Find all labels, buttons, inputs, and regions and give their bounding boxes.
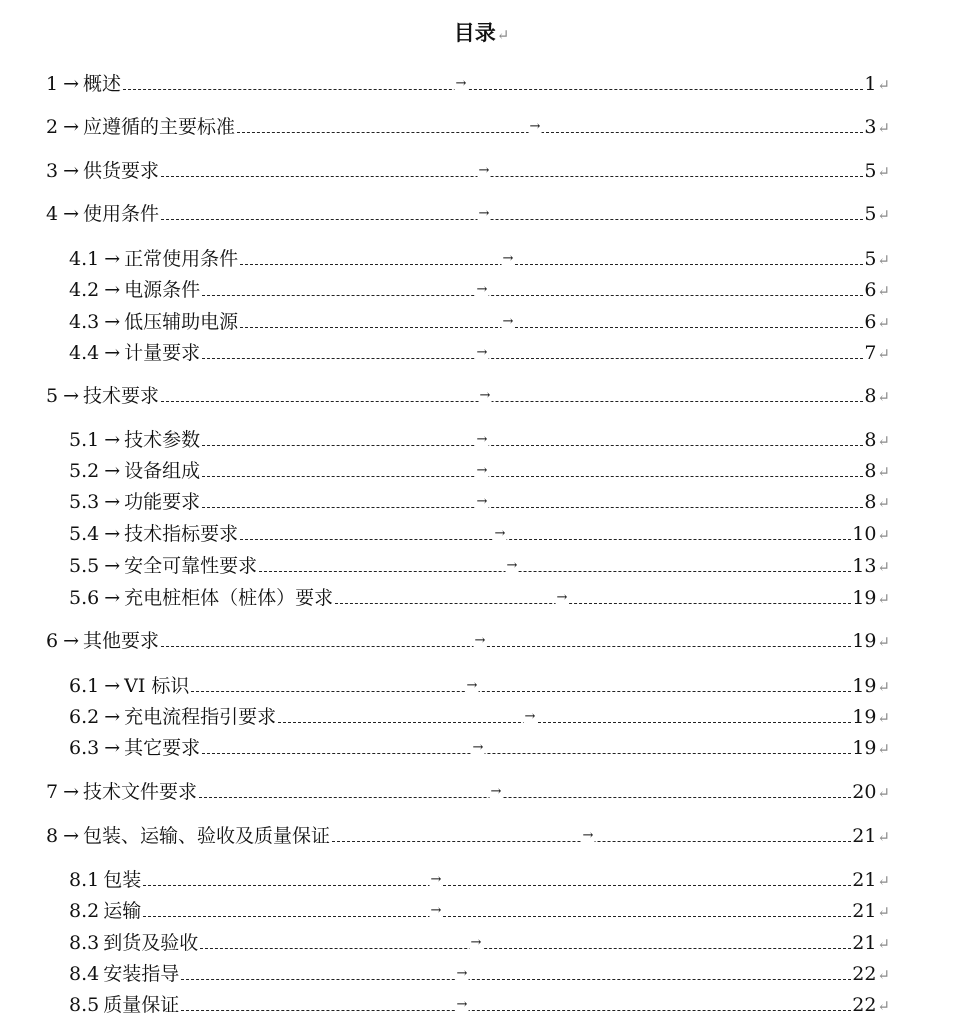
tab-arrow-icon: → <box>478 157 491 185</box>
toc-entry-label: 包装 <box>103 869 142 891</box>
dot-leader <box>143 866 851 894</box>
dot-leader <box>202 276 863 304</box>
toc-entry-page: 22 <box>852 994 877 1016</box>
paragraph-mark-icon: ↵ <box>877 282 890 300</box>
tab-arrow-icon: → <box>476 276 489 304</box>
dot-leader <box>181 991 851 1019</box>
toc-entry[interactable] <box>69 866 890 894</box>
tab-arrow-icon: → <box>104 555 121 577</box>
toc-entry-page: 1 <box>864 73 877 95</box>
toc-entry-label: 供货要求 <box>83 160 160 182</box>
toc-entry[interactable] <box>69 457 890 485</box>
toc-entry-page: 19 <box>852 706 877 728</box>
paragraph-mark-icon: ↵ <box>877 163 890 181</box>
tab-arrow-icon: → <box>466 672 479 700</box>
tab-arrow-icon: → <box>430 897 443 925</box>
tab-arrow-icon: → <box>104 706 121 728</box>
dot-leader <box>202 488 863 516</box>
toc-entry-label: 技术指标要求 <box>124 523 239 545</box>
toc-entry[interactable] <box>69 991 890 1019</box>
toc-entry-label: 应遵循的主要标准 <box>83 116 236 138</box>
paragraph-mark-icon: ↵ <box>877 709 890 727</box>
toc-entry[interactable] <box>69 552 890 580</box>
tab-arrow-icon: → <box>524 703 537 731</box>
toc-entry-page: 21 <box>852 900 877 922</box>
paragraph-mark-icon: ↵ <box>877 345 890 363</box>
toc-entry-page: 21 <box>852 825 877 847</box>
toc-entry-number: 7 <box>46 781 59 803</box>
paragraph-mark-icon: ↵ <box>877 432 890 450</box>
tab-arrow-icon: → <box>104 279 121 301</box>
toc-entry[interactable] <box>69 734 890 762</box>
paragraph-mark-icon: ↵ <box>877 828 890 846</box>
toc-entry-label: 技术文件要求 <box>83 781 198 803</box>
toc-entry-number: 6.1 <box>69 675 100 697</box>
tab-arrow-icon: → <box>502 308 515 336</box>
tab-arrow-icon: → <box>104 523 121 545</box>
dot-leader <box>191 672 851 700</box>
tab-arrow-icon: → <box>479 382 492 410</box>
toc-entry-number: 8.1 <box>69 869 100 891</box>
paragraph-mark-icon: ↵ <box>877 740 890 758</box>
toc-entry-page: 19 <box>852 737 877 759</box>
dot-leader <box>123 70 863 98</box>
tab-arrow-icon: → <box>63 203 80 225</box>
dot-leader <box>332 822 851 850</box>
toc-entry-label: 技术要求 <box>83 385 160 407</box>
toc-entry[interactable] <box>69 897 890 925</box>
toc-entry[interactable] <box>46 627 890 655</box>
toc-entry-number: 1 <box>46 73 59 95</box>
tab-arrow-icon: → <box>104 675 121 697</box>
toc-entry-label: 使用条件 <box>83 203 160 225</box>
toc-entry-label: VI 标识 <box>124 675 190 697</box>
paragraph-mark-icon: ↵ <box>496 26 510 44</box>
toc-entry-number: 5.1 <box>69 429 100 451</box>
toc-entry[interactable] <box>46 778 890 806</box>
toc-entry[interactable] <box>46 382 890 410</box>
toc-entry[interactable] <box>69 276 890 304</box>
toc-entry-page: 5 <box>864 160 877 182</box>
toc-entry-number: 5.5 <box>69 555 100 577</box>
tab-arrow-icon: → <box>582 822 595 850</box>
toc-entry-page: 19 <box>852 630 877 652</box>
toc-entry-label: 计量要求 <box>124 342 201 364</box>
toc-entry-number: 3 <box>46 160 59 182</box>
toc-entry-number: 4.3 <box>69 311 100 333</box>
toc-entry-label: 功能要求 <box>124 491 201 513</box>
paragraph-mark-icon: ↵ <box>877 633 890 651</box>
toc-entry-page: 8 <box>864 385 877 407</box>
toc-entry-label: 其他要求 <box>83 630 160 652</box>
toc-entry-label: 其它要求 <box>124 737 201 759</box>
toc-entry-label: 技术参数 <box>124 429 201 451</box>
paragraph-mark-icon: ↵ <box>877 76 890 94</box>
paragraph-mark-icon: ↵ <box>877 935 890 953</box>
toc-entry-label: 充电流程指引要求 <box>124 706 277 728</box>
toc-entry-number: 8.4 <box>69 963 100 985</box>
tab-arrow-icon: → <box>494 520 507 548</box>
toc-entry-page: 10 <box>852 523 877 545</box>
toc-entry-number: 5.4 <box>69 523 100 545</box>
tab-arrow-icon: → <box>430 866 443 894</box>
tab-arrow-icon: → <box>63 630 80 652</box>
toc-entry-label: 质量保证 <box>103 994 180 1016</box>
tab-arrow-icon: → <box>104 737 121 759</box>
tab-arrow-icon: → <box>456 991 469 1019</box>
paragraph-mark-icon: ↵ <box>877 526 890 544</box>
tab-arrow-icon: → <box>63 385 80 407</box>
toc-entry-page: 21 <box>852 932 877 954</box>
tab-arrow-icon: → <box>104 248 121 270</box>
dot-leader <box>259 552 851 580</box>
tab-arrow-icon: → <box>490 778 503 806</box>
toc-entry-number: 6.3 <box>69 737 100 759</box>
paragraph-mark-icon: ↵ <box>877 314 890 332</box>
toc-entry-page: 7 <box>864 342 877 364</box>
toc-entry-label: 设备组成 <box>124 460 201 482</box>
toc-entry-label: 运输 <box>103 900 142 922</box>
paragraph-mark-icon: ↵ <box>877 494 890 512</box>
tab-arrow-icon: → <box>63 825 80 847</box>
toc-entry-page: 19 <box>852 675 877 697</box>
tab-arrow-icon: → <box>104 342 121 364</box>
tab-arrow-icon: → <box>478 200 491 228</box>
paragraph-mark-icon: ↵ <box>877 903 890 921</box>
paragraph-mark-icon: ↵ <box>877 590 890 608</box>
toc-entry-number: 5.3 <box>69 491 100 513</box>
toc-entry[interactable] <box>69 929 890 957</box>
toc-entry-label: 低压辅助电源 <box>124 311 239 333</box>
dot-leader <box>200 929 851 957</box>
tab-arrow-icon: → <box>104 460 121 482</box>
toc-entry[interactable] <box>69 520 890 548</box>
toc-entry-number: 5.6 <box>69 587 100 609</box>
toc-entry-number: 6.2 <box>69 706 100 728</box>
toc-entry-number: 6 <box>46 630 59 652</box>
toc-entry[interactable] <box>46 822 890 850</box>
tab-arrow-icon: → <box>476 457 489 485</box>
toc-entry-label: 充电桩柜体（桩体）要求 <box>124 587 334 609</box>
toc-entry-label: 安全可靠性要求 <box>124 555 258 577</box>
toc-entry-page: 13 <box>852 555 877 577</box>
paragraph-mark-icon: ↵ <box>877 966 890 984</box>
toc-title <box>0 18 963 50</box>
toc-entry[interactable] <box>46 200 890 228</box>
dot-leader <box>181 960 851 988</box>
toc-entry-page: 6 <box>864 279 877 301</box>
toc-entry-number: 4 <box>46 203 59 225</box>
tab-arrow-icon: → <box>502 245 515 273</box>
toc-entry-page: 22 <box>852 963 877 985</box>
tab-arrow-icon: → <box>63 160 80 182</box>
toc-entry-label: 概述 <box>83 73 122 95</box>
dot-leader <box>161 382 863 410</box>
paragraph-mark-icon: ↵ <box>877 251 890 269</box>
tab-arrow-icon: → <box>63 116 80 138</box>
toc-entry[interactable] <box>69 584 890 612</box>
toc-entry-page: 19 <box>852 587 877 609</box>
toc-title-text: 目录 <box>453 20 496 45</box>
paragraph-mark-icon: ↵ <box>877 997 890 1015</box>
toc-entry-number: 4.4 <box>69 342 100 364</box>
paragraph-mark-icon: ↵ <box>877 388 890 406</box>
dot-leader <box>202 426 863 454</box>
tab-arrow-icon: → <box>476 488 489 516</box>
tab-arrow-icon: → <box>104 311 121 333</box>
toc-entry-page: 20 <box>852 781 877 803</box>
dot-leader <box>161 157 863 185</box>
paragraph-mark-icon: ↵ <box>877 872 890 890</box>
dot-leader <box>278 703 851 731</box>
dot-leader <box>240 520 851 548</box>
toc-entry-label: 安装指导 <box>103 963 180 985</box>
tab-arrow-icon: → <box>556 584 569 612</box>
paragraph-mark-icon: ↵ <box>877 558 890 576</box>
paragraph-mark-icon: ↵ <box>877 463 890 481</box>
toc-entry[interactable] <box>69 426 890 454</box>
paragraph-mark-icon: ↵ <box>877 678 890 696</box>
toc-entry-number: 8.5 <box>69 994 100 1016</box>
tab-arrow-icon: → <box>470 929 483 957</box>
tab-arrow-icon: → <box>63 781 80 803</box>
toc-entry-number: 8.2 <box>69 900 100 922</box>
toc-entry-label: 电源条件 <box>124 279 201 301</box>
tab-arrow-icon: → <box>63 73 80 95</box>
toc-entry-page: 21 <box>852 869 877 891</box>
toc-entry-label: 到货及验收 <box>103 932 199 954</box>
dot-leader <box>240 308 863 336</box>
toc-entry-page: 3 <box>864 116 877 138</box>
toc-entry-page: 8 <box>864 491 877 513</box>
dot-leader <box>202 457 863 485</box>
tab-arrow-icon: → <box>104 491 121 513</box>
paragraph-mark-icon: ↵ <box>877 784 890 802</box>
toc-entry-number: 4.1 <box>69 248 100 270</box>
toc-entry-page: 8 <box>864 460 877 482</box>
toc-entry-label: 包装、运输、验收及质量保证 <box>83 825 331 847</box>
tab-arrow-icon: → <box>476 339 489 367</box>
toc-entry[interactable] <box>46 113 890 141</box>
toc-entry-page: 8 <box>864 429 877 451</box>
toc-entry[interactable] <box>69 245 890 273</box>
dot-leader <box>335 584 851 612</box>
toc-entry[interactable] <box>46 70 890 98</box>
toc-entry-number: 8.3 <box>69 932 100 954</box>
tab-arrow-icon: → <box>474 627 487 655</box>
toc-entry-number: 2 <box>46 116 59 138</box>
tab-arrow-icon: → <box>104 429 121 451</box>
tab-arrow-icon: → <box>476 426 489 454</box>
toc-entry-number: 4.2 <box>69 279 100 301</box>
toc-entry-label: 正常使用条件 <box>124 248 239 270</box>
dot-leader <box>240 245 863 273</box>
toc-entry[interactable] <box>69 488 890 516</box>
tab-arrow-icon: → <box>529 113 542 141</box>
tab-arrow-icon: → <box>472 734 485 762</box>
toc-entry-number: 5.2 <box>69 460 100 482</box>
dot-leader <box>161 200 863 228</box>
toc-entry[interactable] <box>69 308 890 336</box>
toc-entry[interactable] <box>69 703 890 731</box>
toc-entry[interactable] <box>69 960 890 988</box>
toc-entry[interactable] <box>46 157 890 185</box>
dot-leader <box>143 897 851 925</box>
toc-entry-number: 8 <box>46 825 59 847</box>
dot-leader <box>202 734 851 762</box>
dot-leader <box>161 627 851 655</box>
tab-arrow-icon: → <box>506 552 519 580</box>
dot-leader <box>199 778 851 806</box>
tab-arrow-icon: → <box>456 960 469 988</box>
dot-leader <box>237 113 863 141</box>
toc-entry[interactable] <box>69 339 890 367</box>
tab-arrow-icon: → <box>104 587 121 609</box>
paragraph-mark-icon: ↵ <box>877 206 890 224</box>
toc-entry-page: 5 <box>864 203 877 225</box>
toc-entry[interactable] <box>69 672 890 700</box>
toc-entry-number: 5 <box>46 385 59 407</box>
paragraph-mark-icon: ↵ <box>877 119 890 137</box>
toc-entry-page: 5 <box>864 248 877 270</box>
dot-leader <box>202 339 863 367</box>
tab-arrow-icon: → <box>455 70 468 98</box>
toc-entry-page: 6 <box>864 311 877 333</box>
